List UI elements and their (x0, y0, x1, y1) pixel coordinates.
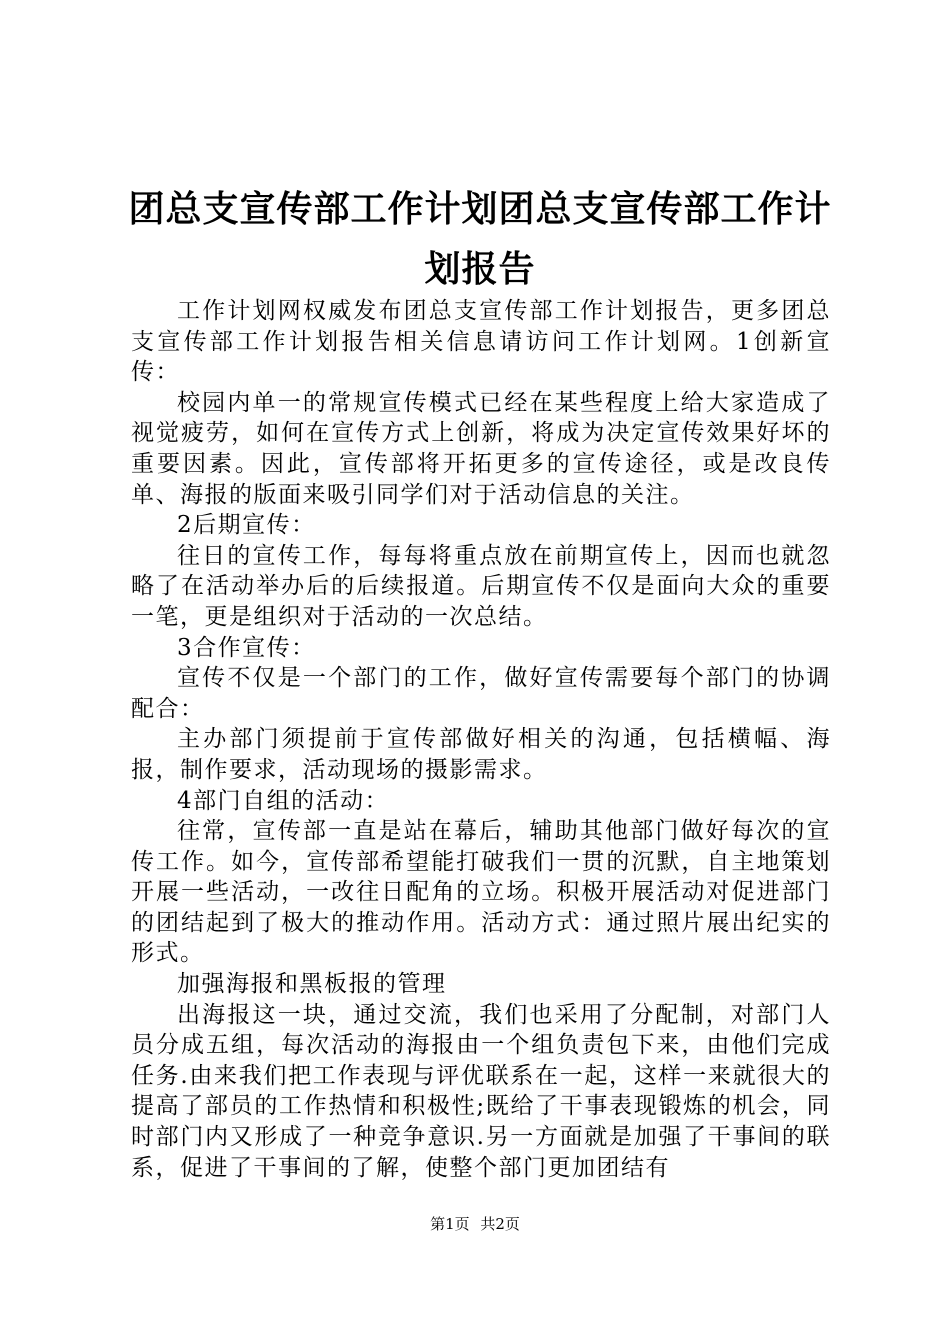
section-heading: 4部门自组的活动： (177, 787, 390, 814)
page-footer (0, 1214, 950, 1234)
paragraph: 宣传不仅是一个部门的工作，做好宣传需要每个部门的协调配合： (131, 665, 831, 722)
section-heading: 3合作宣传： (177, 634, 316, 661)
document-title: 团总支宣传部工作计划团总支宣传部工作计划报告 (128, 189, 832, 290)
page-total: 共2页 (480, 1215, 520, 1233)
paragraph: 工作计划网权威发布团总支宣传部工作计划报告，更多团总支宣传部工作计划报告相关信息请访问工作计划网。1创新宣传： (131, 298, 831, 386)
section-heading: 2后期宣传： (177, 512, 316, 539)
section-heading: 加强海报和黑板报的管理 (177, 971, 447, 998)
paragraph: 出海报这一块，通过交流，我们也采用了分配制，对部门人员分成五组，每次活动的海报由一个组负责包下来，由他们完成任务.由来我们把工作表现与评优联系在一起，这样一来就很大的提高了部员的工作热情和积极性;既给了干事表现锻炼的机会，同时部门内又形成了一种竞争意识.另一方面就是加强了干事间的联系，促进了干事间的了解，使整个部门更加团结有 (131, 1001, 831, 1181)
paragraph: 校园内单一的常规宣传模式已经在某些程度上给大家造成了视觉疲劳，如何在宣传方式上创新，将成为决定宣传效果好坏的重要因素。因此，宣传部将开拓更多的宣传途径，或是改良传单、海报的版面来吸引同学们对于活动信息的关注。 (131, 389, 831, 508)
paragraph: 主办部门须提前于宣传部做好相关的沟通，包括横幅、海报，制作要求，活动现场的摄影需求。 (131, 726, 831, 783)
paragraph: 往日的宣传工作，每每将重点放在前期宣传上，因而也就忽略了在活动举办后的后续报道。后期宣传不仅是面向大众的重要一笔，更是组织对于活动的一次总结。 (131, 542, 831, 630)
page-number: 第1页 (430, 1215, 470, 1233)
document-body (131, 296, 831, 1183)
paragraph: 往常，宣传部一直是站在幕后，辅助其他部门做好每次的宣传工作。如今，宣传部希望能打破我们一贯的沉默，自主地策划开展一些活动，一改往日配角的立场。积极开展活动对促进部门的团结起到了极大的推动作用。活动方式：通过照片展出纪实的形式。 (131, 818, 831, 967)
